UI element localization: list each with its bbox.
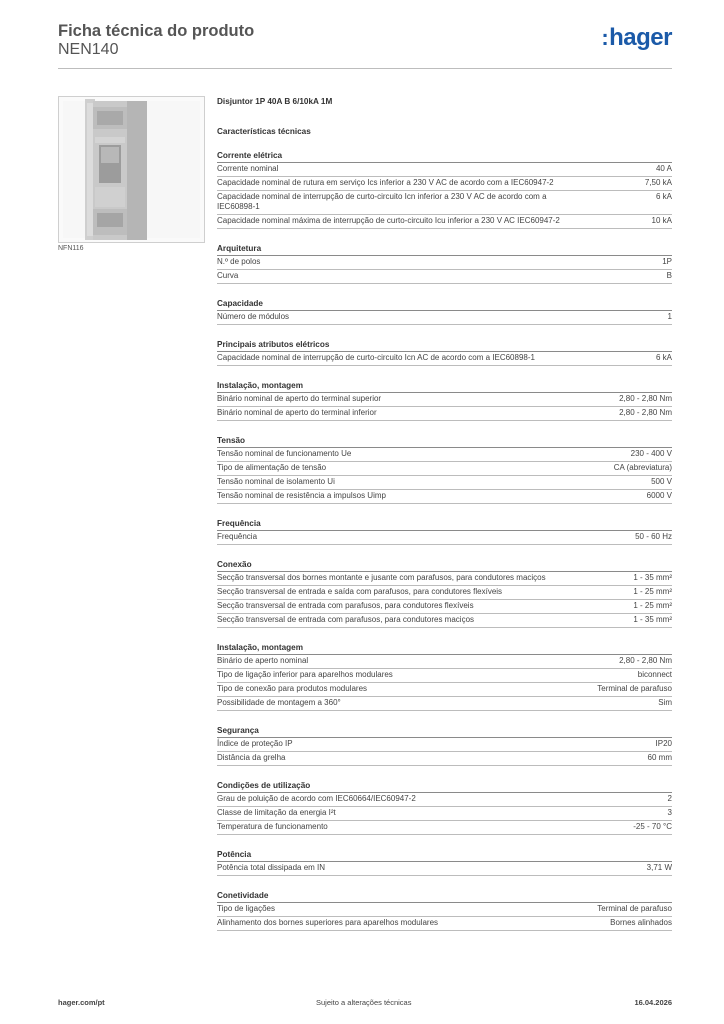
section-title: Segurança bbox=[217, 725, 672, 738]
spec-row bbox=[217, 352, 672, 366]
logo-mark: : bbox=[601, 25, 609, 50]
section-title: Arquitetura bbox=[217, 243, 672, 256]
spec-row bbox=[217, 600, 672, 614]
page-header bbox=[58, 22, 672, 69]
spec-section bbox=[217, 849, 672, 876]
spec-label: Tipo de ligação inferior para aparelhos modulares bbox=[217, 670, 393, 679]
spec-value: 6 kA bbox=[655, 353, 672, 362]
spec-label: Tipo de ligações bbox=[217, 904, 275, 913]
spec-section bbox=[217, 380, 672, 421]
spec-value: Bornes alinhados bbox=[610, 918, 672, 927]
image-caption: NFN116 bbox=[58, 245, 84, 252]
spec-row bbox=[217, 177, 672, 191]
spec-row bbox=[217, 191, 672, 215]
spec-label: Alinhamento dos bornes superiores para aparelhos modulares bbox=[217, 918, 439, 927]
spec-row bbox=[217, 393, 672, 407]
footer-website: hager.com/pt bbox=[58, 998, 105, 1007]
spec-section bbox=[217, 642, 672, 711]
spec-row bbox=[217, 531, 672, 545]
spec-section bbox=[217, 435, 672, 504]
spec-section bbox=[217, 243, 672, 284]
spec-value: biconnect bbox=[637, 670, 672, 679]
spec-value: 1 - 35 mm² bbox=[633, 573, 672, 582]
spec-value: Terminal de parafuso bbox=[597, 904, 672, 913]
spec-section bbox=[217, 559, 672, 628]
spec-row bbox=[217, 476, 672, 490]
spec-row bbox=[217, 903, 672, 917]
section-title: Instalação, montagem bbox=[217, 642, 672, 655]
spec-value: 6000 V bbox=[646, 491, 672, 500]
spec-label: Tensão nominal de isolamento Ui bbox=[217, 477, 335, 486]
spec-row bbox=[217, 683, 672, 697]
spec-row bbox=[217, 697, 672, 711]
spec-label: Grau de poluição de acordo com IEC60664/IEC60947-2 bbox=[217, 794, 416, 803]
spec-value: 3,71 W bbox=[646, 863, 672, 872]
spec-label: Tipo de conexão para produtos modulares bbox=[217, 684, 368, 693]
spec-row bbox=[217, 669, 672, 683]
spec-row bbox=[217, 311, 672, 325]
section-title: Corrente elétrica bbox=[217, 150, 672, 163]
spec-value: 60 mm bbox=[647, 753, 672, 762]
document-title: Ficha técnica do produto bbox=[58, 22, 255, 40]
spec-section bbox=[217, 518, 672, 545]
spec-row bbox=[217, 163, 672, 177]
spec-value: 2,80 - 2,80 Nm bbox=[619, 394, 672, 403]
spec-row bbox=[217, 738, 672, 752]
spec-row bbox=[217, 821, 672, 835]
spec-value: 3 bbox=[667, 808, 672, 817]
spec-label: N.º de polos bbox=[217, 257, 261, 266]
spec-value: 230 - 400 V bbox=[630, 449, 672, 458]
section-title: Principais atributos elétricos bbox=[217, 339, 672, 352]
spec-label: Capacidade nominal de interrupção de curto-circuito Icn inferior a 230 V AC de acordo com a IEC60898-1 bbox=[217, 192, 547, 211]
spec-value: CA (abreviatura) bbox=[613, 463, 672, 472]
spec-label: Temperatura de funcionamento bbox=[217, 822, 328, 831]
spec-label: Corrente nominal bbox=[217, 164, 279, 173]
spec-value: 2,80 - 2,80 Nm bbox=[619, 656, 672, 665]
spec-label: Tipo de alimentação de tensão bbox=[217, 463, 327, 472]
spec-row bbox=[217, 490, 672, 504]
spec-row bbox=[217, 407, 672, 421]
spec-label: Tensão nominal de funcionamento Ue bbox=[217, 449, 352, 458]
section-title: Capacidade bbox=[217, 298, 672, 311]
spec-label: Capacidade nominal de interrupção de curto-circuito Icn AC de acordo com a IEC60898-1 bbox=[217, 353, 535, 362]
spec-label: Binário nominal de aperto do terminal superior bbox=[217, 394, 382, 403]
spec-row bbox=[217, 614, 672, 628]
section-title: Potência bbox=[217, 849, 672, 862]
spec-label: Secção transversal dos bornes montante e jusante com parafusos, para condutores maciços bbox=[217, 573, 546, 582]
spec-label: Frequência bbox=[217, 532, 258, 541]
spec-value: Sim bbox=[658, 698, 672, 707]
spec-label: Capacidade nominal máxima de interrupção de curto-circuito Icu inferior a 230 V AC IEC60947-2 bbox=[217, 216, 560, 225]
spec-section bbox=[217, 298, 672, 325]
spec-row bbox=[217, 752, 672, 766]
spec-section bbox=[217, 150, 672, 229]
spec-section bbox=[217, 725, 672, 766]
spec-row bbox=[217, 462, 672, 476]
spec-label: Tensão nominal de resistência a impulsos Uimp bbox=[217, 491, 386, 500]
spec-label: Distância da grelha bbox=[217, 753, 286, 762]
spec-value: 40 A bbox=[655, 164, 672, 173]
spec-row bbox=[217, 586, 672, 600]
spec-label: Classe de limitação da energia I²t bbox=[217, 808, 336, 817]
spec-label: Secção transversal de entrada com parafusos, para condutores flexíveis bbox=[217, 601, 474, 610]
section-title: Conexão bbox=[217, 559, 672, 572]
section-title: Instalação, montagem bbox=[217, 380, 672, 393]
footer-notice: Sujeito a alterações técnicas bbox=[316, 998, 412, 1007]
spec-row bbox=[217, 256, 672, 270]
spec-label: Número de módulos bbox=[217, 312, 290, 321]
spec-row bbox=[217, 807, 672, 821]
section-title: Conetividade bbox=[217, 890, 672, 903]
spec-value: Terminal de parafuso bbox=[597, 684, 672, 693]
spec-value: IP20 bbox=[655, 739, 672, 748]
spec-row bbox=[217, 917, 672, 931]
spec-row bbox=[217, 655, 672, 669]
spec-row bbox=[217, 215, 672, 229]
hager-logo bbox=[601, 24, 672, 52]
spec-value: 1 - 25 mm² bbox=[633, 601, 672, 610]
spec-value: 2,80 - 2,80 Nm bbox=[619, 408, 672, 417]
section-title: Tensão bbox=[217, 435, 672, 448]
section-title: Condições de utilização bbox=[217, 780, 672, 793]
circuit-breaker-image bbox=[59, 97, 204, 242]
spec-value: 6 kA bbox=[655, 192, 672, 201]
spec-value: 1P bbox=[662, 257, 672, 266]
sections-container bbox=[217, 150, 672, 931]
characteristics-title: Características técnicas bbox=[217, 127, 311, 136]
logo-text: hager bbox=[609, 24, 672, 51]
spec-label: Binário nominal de aperto do terminal inferior bbox=[217, 408, 377, 417]
footer-date: 16.04.2026 bbox=[634, 998, 672, 1007]
spec-label: Possibilidade de montagem a 360° bbox=[217, 698, 341, 707]
product-image bbox=[58, 96, 205, 243]
spec-section bbox=[217, 890, 672, 931]
spec-label: Índice de proteção IP bbox=[217, 739, 293, 748]
spec-value: -25 - 70 °C bbox=[633, 822, 672, 831]
spec-section bbox=[217, 339, 672, 366]
spec-value: 50 - 60 Hz bbox=[635, 532, 672, 541]
spec-value: 7,50 kA bbox=[644, 178, 672, 187]
spec-label: Binário de aperto nominal bbox=[217, 656, 309, 665]
spec-label: Potência total dissipada em IN bbox=[217, 863, 326, 872]
spec-label: Capacidade nominal de rutura em serviço Ics inferior a 230 V AC de acordo com a IEC60947-2 bbox=[217, 178, 554, 187]
spec-label: Curva bbox=[217, 271, 239, 280]
spec-value: 2 bbox=[667, 794, 672, 803]
spec-section bbox=[217, 780, 672, 835]
spec-value: B bbox=[666, 271, 672, 280]
spec-row bbox=[217, 572, 672, 586]
spec-value: 1 - 25 mm² bbox=[633, 587, 672, 596]
spec-label: Secção transversal de entrada com parafusos, para condutores maciços bbox=[217, 615, 475, 624]
spec-value: 10 kA bbox=[651, 216, 672, 225]
product-description: Disjuntor 1P 40A B 6/10kA 1M bbox=[217, 97, 333, 106]
spec-label: Secção transversal de entrada e saída com parafusos, para condutores flexíveis bbox=[217, 587, 503, 596]
spec-row bbox=[217, 793, 672, 807]
spec-value: 1 - 35 mm² bbox=[633, 615, 672, 624]
spec-row bbox=[217, 862, 672, 876]
spec-row bbox=[217, 270, 672, 284]
spec-value: 500 V bbox=[651, 477, 672, 486]
product-code: NEN140 bbox=[58, 41, 119, 58]
technical-content bbox=[217, 96, 672, 931]
spec-row bbox=[217, 448, 672, 462]
section-title: Frequência bbox=[217, 518, 672, 531]
spec-value: 1 bbox=[667, 312, 672, 321]
